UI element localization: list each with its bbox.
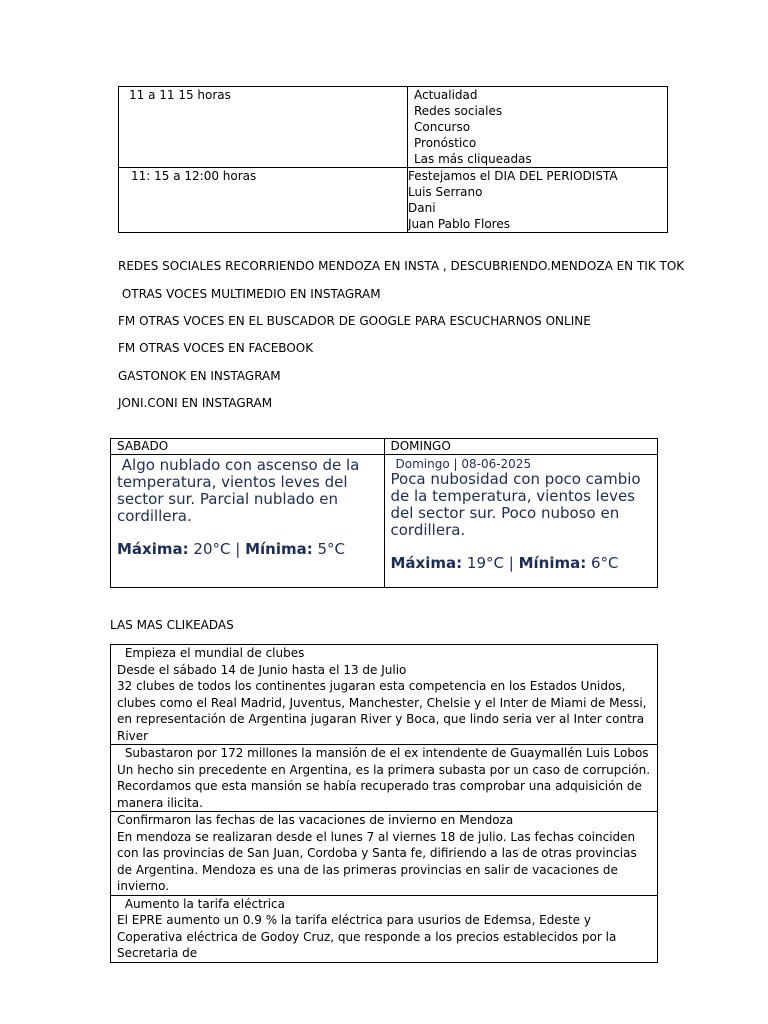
weather-sat-cell bbox=[111, 455, 385, 588]
social-line: JONI.CONI EN INSTAGRAM bbox=[118, 396, 273, 410]
news-title: Empieza el mundial de clubes bbox=[121, 646, 305, 660]
news-cell bbox=[111, 812, 658, 896]
news-cell bbox=[111, 895, 658, 962]
news-title: Confirmaron las fechas de las vacaciones de invierno en Mendoza bbox=[117, 813, 514, 827]
max-value: 20°C bbox=[193, 540, 231, 558]
schedule-topic: Concurso bbox=[414, 120, 471, 134]
weather-sun-text: Poca nubosidad con poco cambio de la temperatura, vientos leves del sector sur. Poco nuboso en cordillera. bbox=[390, 470, 641, 539]
social-line: REDES SOCIALES RECORRIENDO MENDOZA EN INSTA , DESCUBRIENDO.MENDOZA EN TIK TOK bbox=[118, 259, 685, 273]
news-line: Desde el sábado 14 de Junio hasta el 13 de Julio bbox=[117, 662, 407, 677]
schedule-time: 11 a 11 15 horas bbox=[119, 87, 408, 168]
schedule-topic: Pronóstico bbox=[414, 136, 477, 150]
news-line: Un hecho sin precedente en Argentina, es la primera subasta por un caso de corrupción. Recordamos que esta mansión se había recuperado tras comprobar una adquisición de manera ilicita. bbox=[117, 762, 651, 810]
social-line: OTRAS VOCES MULTIMEDIO EN INSTAGRAM bbox=[118, 287, 381, 301]
max-value: 19°C bbox=[466, 554, 504, 572]
news-table bbox=[110, 644, 658, 963]
news-cell bbox=[111, 745, 658, 812]
weather-sun-temps bbox=[391, 555, 652, 572]
news-row bbox=[111, 895, 658, 962]
schedule-topic: Dani bbox=[408, 201, 436, 215]
schedule-topic: Luis Serrano bbox=[408, 185, 483, 199]
news-row bbox=[111, 645, 658, 745]
schedule-row bbox=[119, 168, 668, 233]
schedule-topic: Actualidad bbox=[414, 88, 478, 102]
min-label: Mínima: bbox=[518, 554, 587, 572]
separator: | bbox=[235, 540, 241, 558]
schedule-topics bbox=[408, 87, 668, 168]
min-value: 5°C bbox=[317, 540, 346, 558]
min-value: 6°C bbox=[591, 554, 619, 572]
social-line: FM OTRAS VOCES EN EL BUSCADOR DE GOOGLE PARA ESCUCHARNOS ONLINE bbox=[118, 314, 591, 328]
social-line: FM OTRAS VOCES EN FACEBOOK bbox=[118, 341, 314, 355]
weather-sat-text: Algo nublado con ascenso de la temperatura, vientos leves del sector sur. Parcial nublado en cordillera. bbox=[117, 456, 365, 525]
news-cell bbox=[111, 645, 658, 745]
weather-sun-date: Domingo | 08-06-2025 bbox=[395, 457, 532, 471]
weather-header-row bbox=[111, 439, 658, 455]
news-line: 32 clubes de todos los continentes jugaran esta competencia en los Estados Unidos, clubes como el Real Madrid, Juventus, Manchester, Chelsie y el Inter de Miami de Messi, en representación de Argentina jugaran River y Boca, que lindo seria ver al Inter contra River bbox=[117, 679, 647, 743]
schedule-topics bbox=[408, 168, 668, 233]
most-clicked-title: LAS MAS CLIKEADAS bbox=[110, 618, 234, 632]
weather-day-sat: SABADO bbox=[111, 439, 385, 455]
separator: | bbox=[508, 554, 514, 572]
news-line: El EPRE aumento un 0.9 % la tarifa eléctrica para usurios de Edemsa, Edeste y Coperativa eléctrica de Godoy Cruz, que responde a los precios establecidos por la Secretaria de bbox=[117, 913, 617, 960]
weather-day-sun: DOMINGO bbox=[384, 439, 658, 455]
schedule-time: 11: 15 a 12:00 horas bbox=[119, 168, 408, 233]
news-title: Subastaron por 172 millones la mansión de el ex intendente de Guaymallén Luis Lobos bbox=[121, 746, 649, 760]
weather-table bbox=[110, 438, 658, 588]
social-line: GASTONOK EN INSTAGRAM bbox=[118, 369, 281, 383]
min-label: Mínima: bbox=[245, 540, 313, 558]
max-label: Máxima: bbox=[390, 554, 463, 572]
schedule-topic: Redes sociales bbox=[414, 104, 503, 118]
weather-sat-temps bbox=[117, 541, 378, 558]
weather-body-row bbox=[111, 455, 658, 588]
schedule-topic: Las más cliqueadas bbox=[414, 152, 532, 166]
schedule-topic: Juan Pablo Flores bbox=[408, 217, 510, 231]
schedule-row bbox=[119, 87, 668, 168]
schedule-table bbox=[118, 86, 668, 233]
news-row bbox=[111, 812, 658, 896]
max-label: Máxima: bbox=[117, 540, 189, 558]
news-line: En mendoza se realizaran desde el lunes 7 al viernes 18 de julio. Las fechas coinciden con las provincias de San Juan, Cordoba y Santa fe, difiriendo a las de otras provincias de Argentina. Mendoza es una de las primeras provincias en salir de vacaciones de invierno. bbox=[117, 829, 637, 893]
news-row bbox=[111, 745, 658, 812]
schedule-topic: Festejamos el DIA DEL PERIODISTA bbox=[408, 169, 618, 183]
news-title: Aumento la tarifa eléctrica bbox=[121, 896, 286, 911]
weather-sun-cell bbox=[384, 455, 658, 588]
